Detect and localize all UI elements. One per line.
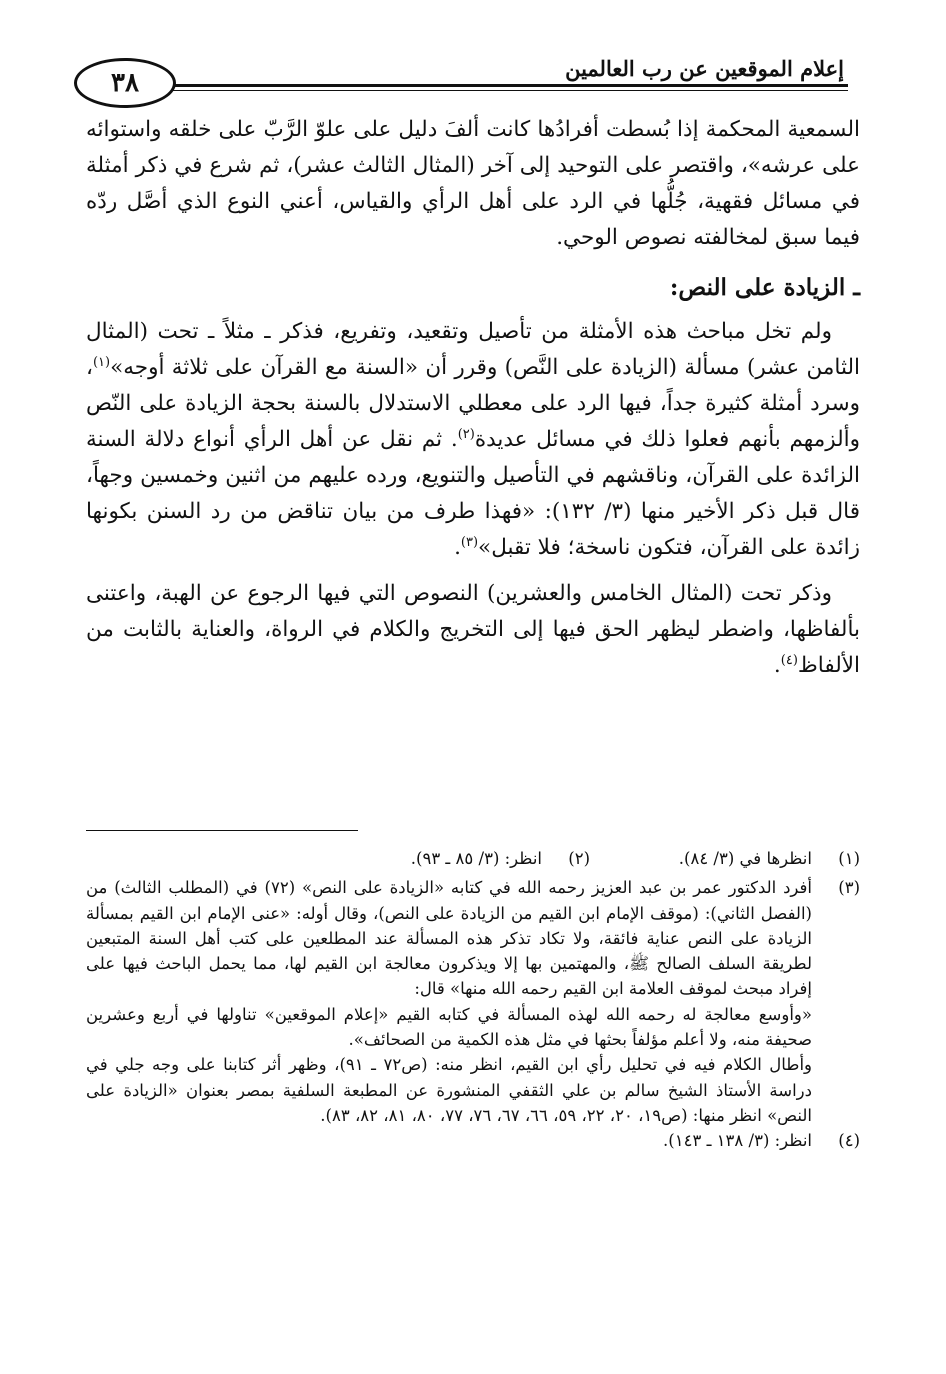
section-heading: ـ الزيادة على النص:	[669, 274, 860, 301]
paragraph-text: .	[773, 653, 781, 678]
footnote-ref[interactable]: (٣)	[460, 534, 479, 550]
paragraph-text: .	[454, 535, 461, 560]
paragraph-text: وذكر تحت (المثال الخامس والعشرين) النصوص التي فيها الرجوع عن الهبة، واعتنى بألفاظها، واضطر ليظهر الحق فيها إلى التخريج والكلام في الرواة، والعناية بالثابت من الألفاظ	[86, 581, 860, 678]
footnote-text: انظر: (٣/ ١٣٨ ـ ١٤٣).	[663, 1131, 812, 1151]
footnote-text: وأطال الكلام فيه في تحليل رأي ابن القيم، انظر منه: (ص٧٢ ـ ٩١)، وظهر أثر كتابنا على وجه جلي في دراسة الأستاذ الشيخ سالم بن علي الثقفي المنشورة عن المطبعة السلفية بمصر بعنوان «الزيادة على النص» انظر منها: (ص١٩، ٢٠، ٢٢، ٥٩، ٦٦، ٦٧، ٧٦، ٧٧، ٨٠، ٨١، ٨٢، ٨٣).	[86, 1055, 812, 1125]
footnote-text: أفرد الدكتور عمر بن عبد العزيز رحمه الله في كتابه «الزيادة على النص» (٧٢) في (المطلب الثالث) من (الفصل الثاني): (موقف الإمام ابن القيم من الزيادة على النص)، وقال أوله: «عنى الإمام ابن القيم بمسألة الزيادة على النص عناية فائقة، ولا تكاد تذكر هذه المسألة عند المطلعين على كتب أهل السنة المتبعين لطريقة السلف الصالح ﷺ، والمهتمين بها إلا ويذكرون معالجة ابن القيم لها، مما يحمل الباحث فيها على إفراد مبحث لموقف العلامة ابن القيم رحمه الله منها» قال:	[86, 878, 812, 999]
paragraph-text: ولم تخل مباحث هذه الأمثلة من تأصيل وتقعيد، وتفريع، فذكر ـ مثلاً ـ تحت (المثال الثامن عشر) مسألة (الزيادة على النَّص) وقرر أن «السنة مع القرآن على ثلاثة أوجه»	[86, 319, 860, 380]
page-number-badge: ٣٨	[74, 58, 176, 108]
footnote-number: (١)	[838, 849, 860, 868]
paragraph-text: ، وسرد أمثلة كثيرة جداً، فيها الرد على معطلي الاستدلال بالسنة بحجة الزيادة على النّص وألزمهم بأنهم فعلوا ذلك في مسائل عديدة	[86, 355, 861, 452]
footnote-1	[590, 846, 860, 871]
footnote-separator	[86, 830, 358, 831]
paragraph-text: . ثم نقل عن أهل الرأي أنواع دلالة السنة الزائدة على القرآن، وناقشهم في التأصيل والتنويع، ورده عليهم من اثنين وخمسين وجهاً، قال قبل ذكر الأخير منها (٣/ ١٣٢): «فهذا طرف من بيان تناقض من رد السنن بكونها زائدة على القرآن، فتكون ناسخة؛ فلا تقبل»	[86, 427, 861, 560]
footnote-text: انظرها في (٣/ ٨٤).	[678, 849, 812, 868]
footnote-3	[86, 875, 860, 1128]
footnote-4	[86, 1128, 860, 1153]
footnote-text: انظر: (٣/ ٨٥ ـ ٩٣).	[410, 849, 542, 868]
footnote-2	[86, 846, 590, 871]
footnote-number: (٣)	[838, 878, 860, 898]
footnote-ref[interactable]: (١)	[92, 354, 111, 370]
footnote-ref[interactable]: (٤)	[780, 652, 798, 668]
running-head-title: إعلام الموقعين عن رب العالمين	[565, 56, 844, 81]
footnote-number: (٤)	[838, 1131, 860, 1151]
main-text	[86, 112, 860, 684]
footnote-row-1-2	[86, 846, 860, 871]
footnote-body	[86, 875, 812, 1128]
header-rule-thick	[88, 84, 848, 87]
footnote-text: «وأوسع معالجة له رحمه الله لهذه المسألة في كتابه القيم «إعلام الموقعين» تناولها في أربع وعشرين صحيفة منه، ولا أعلم مؤلفاً بحثها في مثل هذه الكمية من الصحائف».	[86, 1004, 812, 1050]
page-header	[88, 48, 848, 110]
footnote-number: (٢)	[568, 849, 590, 868]
intro-paragraph: السمعية المحكمة إذا بُسطت أفرادُها كانت ألفَ دليل على علوّ الرَّبّ على خلقه واستوائه على عرشه»، واقتصر على التوحيد إلى آخر (المثال الثالث عشر)، ثم شرع في ذكر أمثلة في مسائل فقهية، جُلُّها في الرد على أهل الرأي والقياس، أعني النوع الذي أصَّل ردّه فيما سبق لمخالفته نصوص الوحي.	[86, 117, 860, 250]
paragraph-zyada	[86, 314, 860, 566]
header-rule-thin	[88, 90, 848, 91]
footnote-ref[interactable]: (٢)	[457, 426, 475, 442]
paragraph-hiba	[86, 576, 860, 684]
footnotes	[86, 846, 860, 1154]
